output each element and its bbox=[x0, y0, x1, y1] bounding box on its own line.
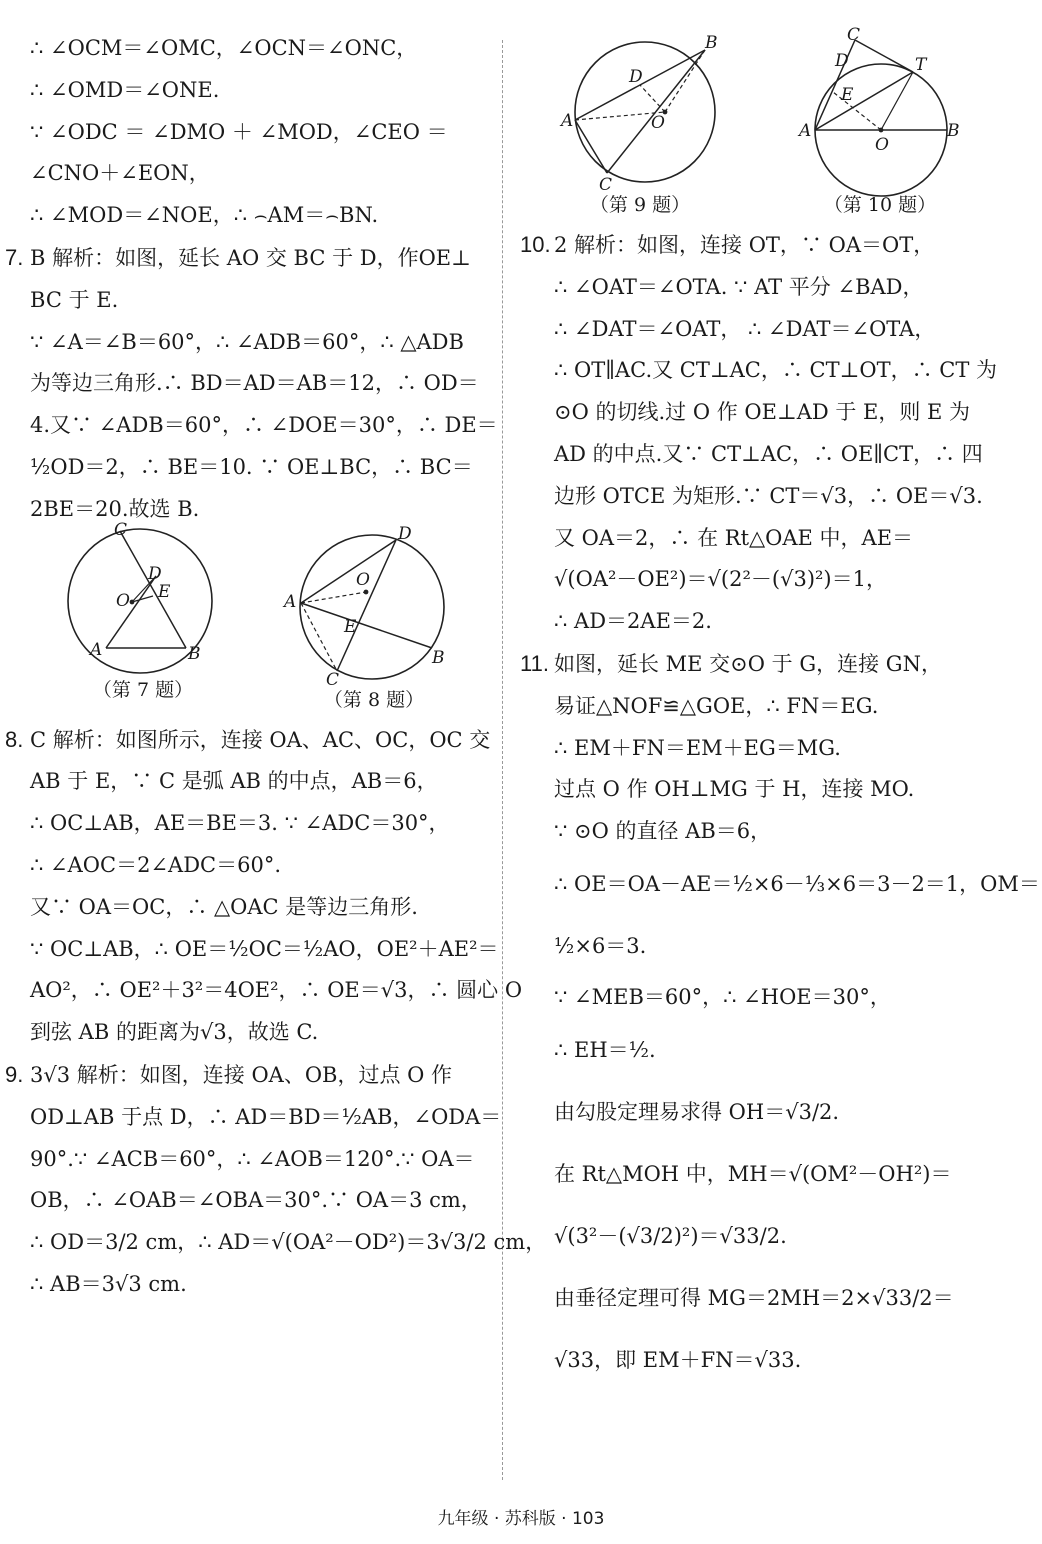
figure-8-diagram bbox=[284, 523, 464, 690]
problem-number: 8. bbox=[5, 726, 24, 752]
problem-number: 10. bbox=[520, 232, 551, 257]
text-line: ½OD＝2，∴ BE＝10. ∵ OE⊥BC，∴ BC＝ bbox=[30, 454, 473, 479]
figure-caption: （第 10 题） bbox=[823, 194, 937, 216]
text-line: 边形 OTCE 为矩形.∵ CT＝√3，∴ OE＝√3. bbox=[554, 483, 983, 508]
svg-text:A: A bbox=[284, 591, 297, 612]
figure-10-diagram bbox=[795, 25, 965, 190]
text-line: AB 于 E，∵ C 是弧 AB 的中点，AB＝6， bbox=[30, 769, 438, 794]
text-line: ∴ ∠OAT＝∠OTA. ∵ AT 平分 ∠BAD， bbox=[554, 274, 924, 299]
svg-text:O: O bbox=[875, 135, 889, 155]
right-column bbox=[520, 25, 1040, 1391]
svg-text:O: O bbox=[651, 113, 665, 133]
text-line: √33，即 EM＋FN＝√33. bbox=[554, 1347, 802, 1372]
text-line: 又∵ OA＝OC，∴ △OAC 是等边三角形. bbox=[30, 894, 418, 919]
figure-8 bbox=[284, 523, 464, 713]
text-line: 为等边三角形.∴ BD＝AD＝AB＝12，∴ OD＝ bbox=[30, 371, 479, 396]
text-line: ∴ ∠OMD＝∠ONE. bbox=[30, 77, 220, 102]
problem-9 bbox=[5, 1054, 547, 1306]
svg-text:C: C bbox=[599, 175, 613, 195]
figure-row-7-8 bbox=[30, 519, 492, 713]
figure-9 bbox=[555, 30, 725, 218]
svg-text:A: A bbox=[90, 639, 103, 660]
figure-row-9-10 bbox=[520, 25, 1000, 218]
figure-9-diagram bbox=[555, 30, 725, 195]
svg-text:A: A bbox=[799, 121, 812, 141]
text-line: 2BE＝20.故选 B. bbox=[30, 496, 200, 521]
problem-7 bbox=[5, 237, 498, 531]
text-line: 如图，延长 ME 交⊙O 于 G，连接 GN， bbox=[554, 651, 942, 676]
text-line: ∠CNO＋∠EON， bbox=[30, 161, 210, 186]
text-line: ½×6＝3. bbox=[554, 933, 647, 958]
text-line: 3√3 解析：如图，连接 OA、OB，过点 O 作 bbox=[30, 1062, 453, 1087]
text-line: 由垂径定理可得 MG＝2MH＝2×√33/2＝ bbox=[554, 1285, 954, 1310]
problem-10 bbox=[520, 224, 1000, 643]
figure-caption: （第 9 题） bbox=[589, 194, 691, 216]
svg-text:E: E bbox=[841, 85, 854, 105]
svg-text:D: D bbox=[398, 523, 412, 544]
svg-text:D: D bbox=[835, 51, 849, 71]
text-line: AD 的中点.又∵ CT⊥AC，∴ OE∥CT，∴ 四 bbox=[554, 441, 983, 466]
svg-text:D: D bbox=[629, 67, 643, 87]
text-line: ∴ EM＋FN＝EM＋EG＝MG. bbox=[554, 735, 841, 760]
svg-text:B: B bbox=[705, 33, 718, 53]
text-line: ⊙O 的切线.过 O 作 OE⊥AD 于 E，则 E 为 bbox=[554, 400, 971, 425]
text-line: ∴ OT∥AC.又 CT⊥AC，∴ CT⊥OT，∴ CT 为 bbox=[554, 358, 997, 383]
text-line: OD⊥AB 于点 D，∴ AD＝BD＝½AB，∠ODA＝ bbox=[30, 1104, 502, 1129]
text-line: 4.又∵ ∠ADB＝60°，∴ ∠DOE＝30°，∴ DE＝ bbox=[30, 413, 498, 438]
svg-text:B: B bbox=[188, 643, 201, 664]
svg-text:O: O bbox=[116, 590, 130, 611]
text-line: ∴ AD＝2AE＝2. bbox=[554, 609, 712, 634]
text-line: 2 解析：如图，连接 OT，∵ OA＝OT， bbox=[554, 233, 935, 257]
problem-number: 9. bbox=[5, 1061, 24, 1087]
svg-text:B: B bbox=[947, 121, 960, 141]
problem-11 bbox=[520, 643, 1040, 1391]
svg-text:C: C bbox=[326, 669, 340, 690]
text-line: 又 OA＝2，∴ 在 Rt△OAE 中，AE＝ bbox=[554, 525, 914, 550]
text-line: ∴ OE＝OA－AE＝½×6－⅓×6＝3－2＝1，OM＝ bbox=[554, 871, 1040, 896]
problem-8 bbox=[5, 719, 523, 1054]
text-line: ∵ OC⊥AB，∴ OE＝½OC＝½AO，OE²＋AE²＝ bbox=[30, 936, 499, 961]
text-line: ∵ ∠A＝∠B＝60°，∴ ∠ADB＝60°，∴ △ADB bbox=[30, 329, 464, 354]
figure-7-diagram bbox=[58, 519, 228, 675]
text-line: 过点 O 作 OH⊥MG 于 H，连接 MO. bbox=[554, 777, 915, 802]
text-line: 90°.∵ ∠ACB＝60°，∴ ∠AOB＝120°.∵ OA＝ bbox=[30, 1146, 475, 1171]
figure-caption: （第 7 题） bbox=[92, 678, 194, 701]
text-line: ∴ ∠DAT＝∠OAT， ∴ ∠DAT＝∠OTA， bbox=[554, 316, 936, 341]
text-line: ∵ ⊙O 的直径 AB＝6， bbox=[554, 819, 772, 844]
text-line: 在 Rt△MOH 中，MH＝√(OM²－OH²)＝ bbox=[554, 1161, 952, 1186]
svg-text:B: B bbox=[432, 647, 445, 668]
text-line: B 解析：如图，延长 AO 交 BC 于 D，作OE⊥ bbox=[30, 245, 471, 270]
svg-text:E: E bbox=[344, 616, 357, 637]
svg-text:A: A bbox=[561, 111, 574, 131]
problem-number: 7. bbox=[5, 244, 24, 270]
text-line: ∴ OC⊥AB，AE＝BE＝3. ∵ ∠ADC＝30°， bbox=[30, 811, 450, 836]
svg-text:E: E bbox=[158, 581, 171, 602]
svg-text:T: T bbox=[915, 55, 927, 75]
text-line: 到弦 AB 的距离为√3，故选 C. bbox=[30, 1020, 319, 1045]
text-line: ∴ AB＝3√3 cm. bbox=[30, 1271, 187, 1296]
text-line: OB，∴ ∠OAB＝∠OBA＝30°.∵ OA＝3 cm， bbox=[30, 1188, 482, 1213]
text-line: ∵ ∠MEB＝60°，∴ ∠HOE＝30°， bbox=[554, 984, 891, 1009]
figure-10 bbox=[795, 25, 965, 218]
text-line: BC 于 E. bbox=[30, 287, 119, 312]
text-line: C 解析：如图所示，连接 OA、AC、OC，OC 交 bbox=[30, 727, 491, 752]
text-line: ∴ OD＝3/2 cm，∴ AD＝√(OA²－OD²)＝3√3/2 cm， bbox=[30, 1230, 547, 1255]
text-line: ∴ ∠MOD＝∠NOE，∴ ⌢AM＝⌢BN. bbox=[30, 203, 379, 228]
text-line: ∵ ∠ODC ＝ ∠DMO ＋ ∠MOD，∠CEO ＝ bbox=[30, 119, 448, 144]
text-line: 易证△NOF≌△GOE，∴ FN＝EG. bbox=[554, 693, 879, 718]
svg-text:C: C bbox=[847, 25, 861, 45]
figure-caption: （第 8 题） bbox=[323, 688, 425, 711]
text-line: √(OA²－OE²)＝√(2²－(√3)²)＝1， bbox=[554, 567, 887, 592]
text-line: ∴ EH＝½. bbox=[554, 1037, 656, 1062]
svg-text:O: O bbox=[356, 569, 370, 590]
svg-text:C: C bbox=[114, 519, 128, 540]
figure-7 bbox=[58, 519, 228, 703]
text-line: √(3²－(√3/2)²)＝√33/2. bbox=[554, 1223, 787, 1248]
text-line: 由勾股定理易求得 OH＝√3/2. bbox=[554, 1099, 840, 1124]
column-divider bbox=[502, 40, 503, 1480]
text-line: ∴ ∠AOC＝2∠ADC＝60°. bbox=[30, 852, 282, 877]
problem-number: 11. bbox=[520, 650, 549, 676]
svg-text:D: D bbox=[148, 563, 162, 584]
page-footer: 九年级 · 苏科版 · 103 bbox=[437, 1509, 605, 1529]
text-line: AO²，∴ OE²＋3²＝4OE²，∴ OE＝√3，∴ 圆心 O bbox=[30, 978, 523, 1003]
text-line: ∴ ∠OCM＝∠OMC，∠OCN＝∠ONC， bbox=[30, 36, 418, 60]
